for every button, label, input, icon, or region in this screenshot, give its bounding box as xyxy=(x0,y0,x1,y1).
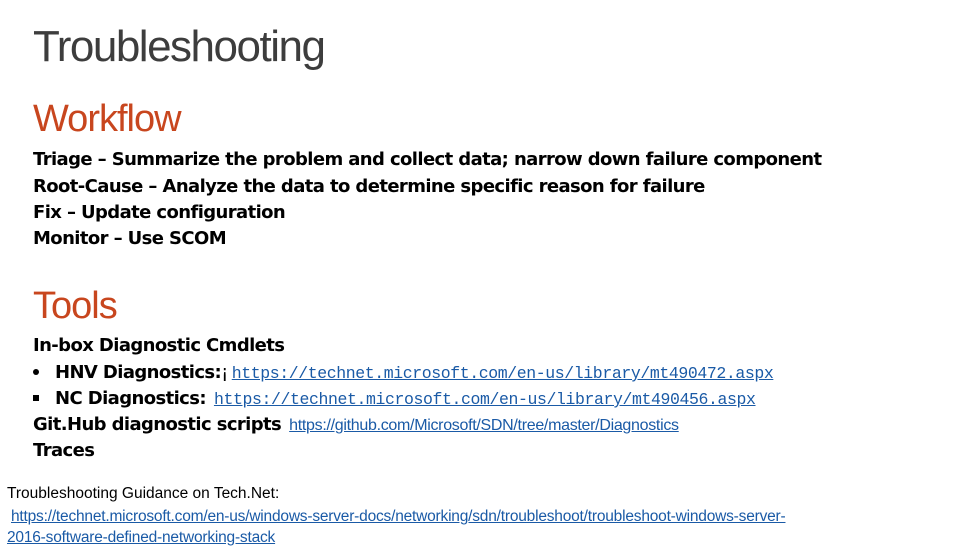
hnv-diagnostics-row xyxy=(33,362,773,383)
guidance-link-line2[interactable]: 2016-software-defined-networking-stack xyxy=(7,529,276,546)
inbox-cmdlets-label: In-box Diagnostic Cmdlets xyxy=(33,335,285,356)
nc-diagnostics-row xyxy=(33,388,756,409)
hnv-diagnostics-label: HNV Diagnostics: xyxy=(55,362,222,383)
github-scripts-label: Git.Hub diagnostic scripts xyxy=(33,414,282,435)
traces-label: Traces xyxy=(33,440,95,461)
workflow-item-monitor: Monitor – Use SCOM xyxy=(33,228,227,249)
bullet-icon xyxy=(33,369,39,375)
hnv-diagnostics-link[interactable]: https://technet.microsoft.com/en-us/library/mt490472.aspx xyxy=(231,364,774,383)
workflow-item-root-cause: Root-Cause – Analyze the data to determine specific reason for failure xyxy=(33,176,705,197)
workflow-item-fix: Fix – Update configuration xyxy=(33,202,286,223)
workflow-heading: Workflow xyxy=(33,98,181,140)
hnv-separator: ¡ xyxy=(221,362,228,383)
guidance-link-line1[interactable]: https://technet.microsoft.com/en-us/windows-server-docs/networking/sdn/troubleshoot/troubleshoot-windows-server- xyxy=(11,508,786,525)
page-title: Troubleshooting xyxy=(33,22,325,71)
workflow-item-triage: Triage – Summarize the problem and collect data; narrow down failure component xyxy=(33,149,822,170)
bullet-icon xyxy=(33,395,39,401)
tools-heading: Tools xyxy=(33,285,117,327)
nc-diagnostics-label: NC Diagnostics: xyxy=(55,388,206,409)
github-scripts-link[interactable]: https://github.com/Microsoft/SDN/tree/master/Diagnostics xyxy=(289,417,679,434)
guidance-label: Troubleshooting Guidance on Tech.Net: xyxy=(7,485,280,502)
nc-diagnostics-link[interactable]: https://technet.microsoft.com/en-us/library/mt490456.aspx xyxy=(213,390,756,409)
github-scripts-row xyxy=(33,414,679,435)
